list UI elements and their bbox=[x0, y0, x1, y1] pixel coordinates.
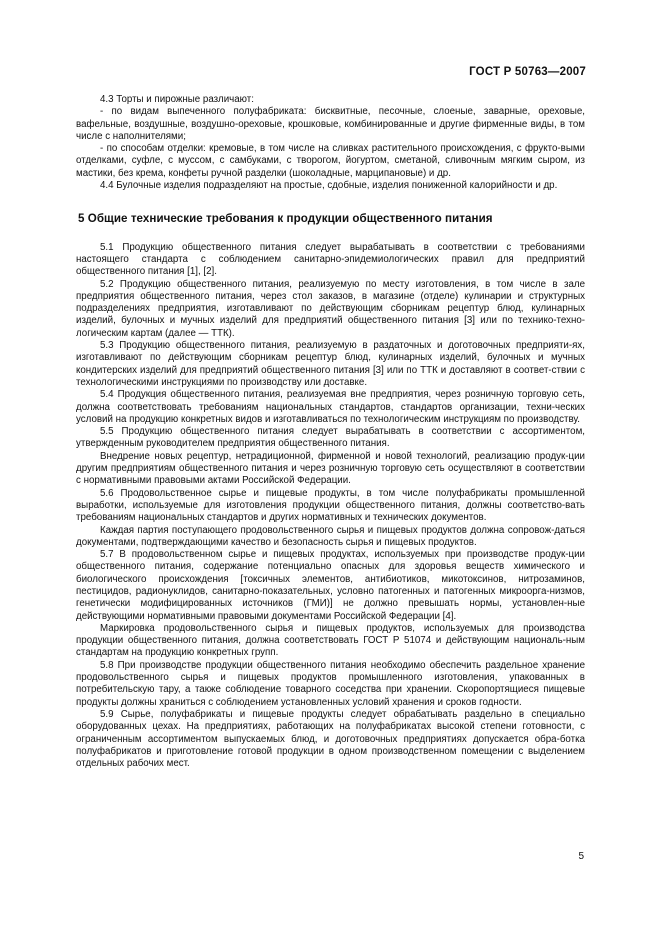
document-body bbox=[76, 94, 585, 770]
paragraph-5-4: 5.4 Продукция общественного питания, реализуемая вне предприятия, через розничную торговую сеть, должна соответствовать требованиям национальных стандартов, стандартов организации, техни-ческих условий на продукцию конкретных видов и изготавливаться по технологическим инструкциям по производству. bbox=[76, 389, 585, 425]
paragraph-5-1: 5.1 Продукцию общественного питания следует вырабатывать в соответствии с требованиями настоящего стандарта с соблюдением санитарно-эпидемиологических правил для предприятий общественного питания [1], [2]. bbox=[76, 241, 585, 278]
paragraph-5-8: 5.8 При производстве продукции общественного питания необходимо обеспечить раздельное хранение продовольственного сырья и пищевых продуктов промышленного изготовления, упакованных в потребительскую тару, а также соблюдение товарного соседства при хранении. Скоропортящиеся пищевые продукты должны храниться с соблюдением установленных условий хранения и сроков годности. bbox=[76, 659, 585, 708]
paragraph-5-5-recipes: Внедрение новых рецептур, нетрадиционной, фирменной и новой технологий, реализацию продук-ции другим предприятиям общественного питания и через розничную торговую сеть осуществляют в соответствии с нормативными правовыми актами Российской Федерации. bbox=[76, 450, 585, 487]
page-number: 5 bbox=[578, 851, 584, 862]
paragraph-5-9: 5.9 Сырье, полуфабрикаты и пищевые продукты следует обрабатывать раздельно в специально оборудованных цехах. На предприятиях, работающих на полуфабрикатах высокой степени готовности, с ограниченным ассортиментом выпускаемых блюд, и доготовочных предприятиях допускается обра-ботка полуфабрикатов и приготовление готовой продукции в одном производственном помещении с выделением отдельных рабочих мест. bbox=[76, 708, 585, 770]
document-code-header: ГОСТ Р 50763—2007 bbox=[469, 66, 586, 78]
paragraph-4-3-types: - по видам выпеченного полуфабриката: бисквитные, песочные, слоеные, заварные, ореховые, вафельные, воздушные, воздушно-ореховые, крошковые, комбинированные и другие фирменные виды, в том числе с наполнителями; bbox=[76, 106, 585, 142]
paragraph-5-3: 5.3 Продукцию общественного питания, реализуемую в раздаточных и доготовочных предприяти-ях, изготавливают по действующим сборникам рецептур блюд, кулинарных изделий, булочных и мучных кондитерских изделий для предприятий общественного питания [3] или по ТТК и доставляют в соответ-ствии с технологическими инструкциями по производству или доставке. bbox=[76, 340, 585, 388]
paragraph-5-2: 5.2 Продукцию общественного питания, реализуемую по месту изготовления, в том числе в зале предприятия общественного питания, через стол заказов, в магазине (отделе) кулинарии и структурных подразделениях предприятия, изготавливают по действующим сборникам рецептур блюд, кулинарных изделий, булочных и мучных изделий для предприятий общественного питания [3] или по технико-техно-логическим картам (далее — ТТК). bbox=[76, 278, 585, 339]
paragraph-5-7-marking: Маркировка продовольственного сырья и пищевых продуктов, используемых для производства продукции общественного питания, должна соответствовать ГОСТ Р 51074 и действующим националь-ным стандартам на продукцию конкретных групп. bbox=[76, 622, 585, 659]
section-title: 5 Общие технические требования к продукции общественного питания bbox=[78, 212, 493, 226]
paragraph-5-5: 5.5 Продукцию общественного питания следует вырабатывать в соответствии с ассортиментом, утвержденным руководителем предприятия общественного питания. bbox=[76, 426, 585, 450]
paragraph-4-3: 4.3 Торты и пирожные различают: bbox=[100, 94, 254, 105]
paragraph-4-4: 4.4 Булочные изделия подразделяют на простые, сдобные, изделия пониженной калорийности и др. bbox=[100, 180, 558, 192]
paragraph-5-6: 5.6 Продовольственное сырье и пищевые продукты, в том числе полуфабрикаты промышленной выработки, используемые для изготовления продукции общественного питания, должны соответство-вать требованиям национальных стандартов и других нормативных и технических документов. bbox=[76, 487, 585, 524]
paragraph-4-3-finishing: - по способам отделки: кремовые, в том числе на сливках растительного происхождения, с фрукто-выми отделками, суфле, с муссом, с самбуками, с творогом, йогуртом, сметаной, сливочным мягким сыром, из мастики, без крема, конфеты ручной разделки (шоколадные, марципановые) и др. bbox=[76, 143, 585, 179]
paragraph-5-6-batch: Каждая партия поступающего продовольственного сырья и пищевых продуктов должна сопровож-даться документами, подтверждающими качество и безопасность сырья и пищевых продуктов. bbox=[76, 524, 585, 548]
paragraph-5-7: 5.7 В продовольственном сырье и пищевых продуктах, используемых при производстве продук-ции общественного питания, содержание потенциально опасных для здоровья веществ химического и биологического происхождения [токсичных элементов, антибиотиков, микотоксинов, нитрозаминов, пестицидов, радионуклидов, санитарно-показательных, условно патогенных и патогенных микроорга-низмов, генетически модифицированных источников (ГМИ)] не должно превышать нормы, установлен-ные действующими нормативными правовыми документами Российской Федерации [4]. bbox=[76, 549, 585, 622]
